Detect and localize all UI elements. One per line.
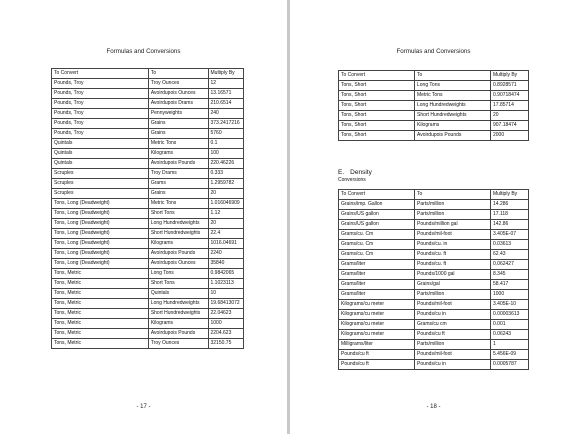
table-row <box>52 339 244 349</box>
column-header: To <box>148 69 208 79</box>
table-cell: Kilograms <box>148 319 208 329</box>
page-title: Formulas and Conversions <box>396 48 471 55</box>
table-cell: Pennyweights <box>148 109 208 119</box>
table-cell: Long Tons <box>415 81 491 91</box>
table-cell: Short Tons <box>148 209 208 219</box>
table-cell: 0.001 <box>491 320 529 330</box>
table-cell: Tons, Metric <box>52 269 149 279</box>
table-cell: Troy Ounces <box>148 79 208 89</box>
table-cell: Grains/US gallon <box>339 210 415 220</box>
table-cell: Pounds/cu. ft <box>415 260 491 270</box>
table-cell: Quintals <box>52 159 149 169</box>
table-cell: 8.345 <box>491 270 529 280</box>
table-row <box>52 289 244 299</box>
table-row <box>339 320 529 330</box>
table-cell: 1.12 <box>208 209 244 219</box>
table-cell: 0.1 <box>208 139 244 149</box>
table-cell: Kilograms/cu meter <box>339 300 415 310</box>
table-cell: 19.68413072 <box>208 299 244 309</box>
table-row <box>339 290 529 300</box>
table-cell: 20 <box>491 111 529 121</box>
table-row <box>339 101 529 111</box>
table-row <box>52 119 244 129</box>
table-cell: 12 <box>208 79 244 89</box>
table-row <box>52 219 244 229</box>
column-header: Multiply By <box>491 190 529 200</box>
table-row <box>52 139 244 149</box>
table-cell: Short Tons <box>148 279 208 289</box>
table-cell: 13.16571 <box>208 89 244 99</box>
table-row <box>339 280 529 290</box>
table-cell: 1.2959782 <box>208 179 244 189</box>
table-row <box>52 89 244 99</box>
page-number: - 18 - <box>426 404 441 410</box>
table-cell: 58.417 <box>491 280 529 290</box>
table-cell: Scruples <box>52 169 149 179</box>
table-cell: 5760 <box>208 129 244 139</box>
table-cell: Grains/imp. Gallon <box>339 200 415 210</box>
table-row <box>52 319 244 329</box>
table-cell: Pounds/cu ft <box>339 350 415 360</box>
table-cell: Avoirdupois Pounds <box>148 249 208 259</box>
table-cell: Grams/liter <box>339 270 415 280</box>
table-row <box>52 79 244 89</box>
table-cell: Tons, Metric <box>52 329 149 339</box>
table-row <box>52 99 244 109</box>
table-cell: Quintals <box>148 289 208 299</box>
table-cell: Pounds/cu ft <box>415 330 491 340</box>
page-title: Formulas and Conversions <box>106 48 181 55</box>
table-cell: Short Hundredweights <box>148 309 208 319</box>
table-cell: Troy Ounces <box>148 339 208 349</box>
column-header: To <box>415 71 491 81</box>
table-cell: Avoirdupois Pounds <box>148 159 208 169</box>
table-cell: Scruples <box>52 179 149 189</box>
table-row <box>52 229 244 239</box>
table-row <box>52 209 244 219</box>
table-cell: 0.90718474 <box>491 91 529 101</box>
table-row <box>52 199 244 209</box>
table-cell: 17.118 <box>491 210 529 220</box>
table-cell: 1000 <box>208 319 244 329</box>
table-cell: Grams/liter <box>339 280 415 290</box>
table-cell: Tons, Long (Deadweight) <box>52 229 149 239</box>
column-header: Multiply By <box>491 71 529 81</box>
table-cell: 0.062427 <box>491 260 529 270</box>
table-cell: Kilograms/cu meter <box>339 330 415 340</box>
table-cell: Pounds/cu. in <box>415 240 491 250</box>
table-cell: Grams/cu. Cm <box>339 240 415 250</box>
section-subtitle: Conversions <box>338 177 366 183</box>
table-cell: 62.43 <box>491 250 529 260</box>
table-cell: Tons, Metric <box>52 339 149 349</box>
table-row <box>339 131 529 141</box>
table-cell: Long Hundredweights <box>415 101 491 111</box>
table-cell: Grams/cu cm <box>415 320 491 330</box>
table-cell: 22.04623 <box>208 309 244 319</box>
table-cell: Parts/million <box>415 290 491 300</box>
table-header-row <box>339 190 529 200</box>
table-cell: 100 <box>208 149 244 159</box>
right-page <box>290 0 577 434</box>
table-cell: 3.405E-07 <box>491 230 529 240</box>
column-header: To <box>415 190 491 200</box>
table-row <box>52 269 244 279</box>
table-cell: 0.8928571 <box>491 81 529 91</box>
table-row <box>339 220 529 230</box>
table-cell: 10 <box>208 289 244 299</box>
table-cell: Pounds/mil-foot <box>415 350 491 360</box>
table-cell: Quintals <box>52 139 149 149</box>
table-cell: Short Hundredweights <box>415 111 491 121</box>
table-row <box>52 239 244 249</box>
table-cell: Tons, Short <box>339 91 415 101</box>
table-header-row <box>339 71 529 81</box>
table-cell: 22.4 <box>208 229 244 239</box>
table-cell: Tons, Metric <box>52 299 149 309</box>
table-cell: 1 <box>491 340 529 350</box>
column-header: Multiply By <box>208 69 244 79</box>
table-cell: Grams/cu. Cm <box>339 230 415 240</box>
table-row <box>339 200 529 210</box>
table-cell: 0.03613 <box>491 240 529 250</box>
table-row <box>339 270 529 280</box>
table-row <box>52 309 244 319</box>
table-cell: Grams <box>148 179 208 189</box>
table-row <box>339 340 529 350</box>
table-row <box>339 91 529 101</box>
table-cell: Milligrams/liter <box>339 340 415 350</box>
table-cell: Avoirdupois Drams <box>148 99 208 109</box>
conversion-table <box>51 68 244 349</box>
table-row <box>52 109 244 119</box>
section-title: Density <box>350 169 372 176</box>
table-cell: Tons, Short <box>339 101 415 111</box>
table-cell: Pounds/mil-foot <box>415 300 491 310</box>
table-cell: 1.1023113 <box>208 279 244 289</box>
table-cell: Tons, Metric <box>52 309 149 319</box>
table-cell: Pounds, Troy <box>52 79 149 89</box>
table-row <box>52 279 244 289</box>
table-cell: Metric Tons <box>148 199 208 209</box>
table-row <box>339 360 529 370</box>
table-row <box>52 299 244 309</box>
table-cell: Avoirdupois Ounces <box>148 259 208 269</box>
table-cell: Tons, Short <box>339 121 415 131</box>
table-row <box>52 149 244 159</box>
table-cell: Pounds, Troy <box>52 129 149 139</box>
table-cell: Grains/US gallon <box>339 220 415 230</box>
table-cell: Parts/million <box>415 200 491 210</box>
table-row <box>339 330 529 340</box>
table-cell: 210.6514 <box>208 99 244 109</box>
column-header: To Convert <box>339 190 415 200</box>
table-row <box>339 111 529 121</box>
table-cell: 0.06243 <box>491 330 529 340</box>
column-header: To Convert <box>339 71 415 81</box>
table-cell: Long Hundredweights <box>148 219 208 229</box>
table-row <box>52 329 244 339</box>
table-cell: Pounds, Troy <box>52 89 149 99</box>
table-cell: Avoirdupois Ounces <box>148 89 208 99</box>
table-cell: 5.456E-09 <box>491 350 529 360</box>
table-row <box>52 159 244 169</box>
table-cell: Kilograms/cu meter <box>339 310 415 320</box>
table-cell: Tons, Metric <box>52 319 149 329</box>
table-row <box>52 249 244 259</box>
table-cell: Avoirdupois Pounds <box>415 131 491 141</box>
table-row <box>52 259 244 269</box>
table-cell: Kilograms <box>415 121 491 131</box>
table-cell: Grains <box>148 129 208 139</box>
table-row <box>52 129 244 139</box>
table-cell: 32150.75 <box>208 339 244 349</box>
table-cell: 142.86 <box>491 220 529 230</box>
table-cell: Kilograms <box>148 239 208 249</box>
table-header-row <box>52 69 244 79</box>
table-cell: Grains/gal <box>415 280 491 290</box>
table-cell: Quintals <box>52 149 149 159</box>
table-cell: Pounds/cu ft <box>339 360 415 370</box>
table-cell: 35840 <box>208 259 244 269</box>
table-cell: 1000 <box>491 290 529 300</box>
table-cell: 240 <box>208 109 244 119</box>
table-cell: Pounds/cu in <box>415 310 491 320</box>
table-cell: Grains <box>148 189 208 199</box>
table-cell: Pounds/cu. ft <box>415 250 491 260</box>
table-cell: 373.2417216 <box>208 119 244 129</box>
table-row <box>339 210 529 220</box>
conversion-table <box>338 70 529 141</box>
table-cell: Tons, Long (Deadweight) <box>52 249 149 259</box>
table-row <box>52 189 244 199</box>
table-cell: 1.016046909 <box>208 199 244 209</box>
table-cell: Tons, Long (Deadweight) <box>52 199 149 209</box>
table-cell: 20 <box>208 189 244 199</box>
table-cell: 3.405E-10 <box>491 300 529 310</box>
table-cell: Grains <box>148 119 208 129</box>
table-cell: Tons, Long (Deadweight) <box>52 259 149 269</box>
table-cell: Metric Tons <box>415 91 491 101</box>
table-row <box>339 230 529 240</box>
table-row <box>339 350 529 360</box>
table-row <box>339 300 529 310</box>
table-cell: Tons, Long (Deadweight) <box>52 209 149 219</box>
table-cell: Pounds/1000 gal <box>415 270 491 280</box>
table-cell: Pounds/million gal <box>415 220 491 230</box>
table-cell: Kilograms/cu meter <box>339 320 415 330</box>
table-cell: Scruples <box>52 189 149 199</box>
table-row <box>52 169 244 179</box>
table-cell: Tons, Long (Deadweight) <box>52 219 149 229</box>
table-cell: 220.46226 <box>208 159 244 169</box>
table-cell: Tons, Long (Deadweight) <box>52 239 149 249</box>
table-cell: Tons, Short <box>339 81 415 91</box>
page-number: - 17 - <box>136 404 151 410</box>
table-cell: 1016.04691 <box>208 239 244 249</box>
table-cell: 0.9842065 <box>208 269 244 279</box>
table-cell: Tons, Short <box>339 131 415 141</box>
table-cell: Parts/million <box>415 340 491 350</box>
table-row <box>339 250 529 260</box>
table-cell: 17.85714 <box>491 101 529 111</box>
table-cell: Tons, Short <box>339 111 415 121</box>
table-row <box>339 81 529 91</box>
table-row <box>339 121 529 131</box>
table-cell: Tons, Metric <box>52 279 149 289</box>
table-cell: 20 <box>208 219 244 229</box>
table-cell: Kilograms <box>148 149 208 159</box>
table-cell: Pounds/cu in <box>415 360 491 370</box>
table-cell: Metric Tons <box>148 139 208 149</box>
table-cell: Pounds, Troy <box>52 119 149 129</box>
section-heading <box>338 169 372 176</box>
table-cell: Troy Drams <box>148 169 208 179</box>
table-row <box>339 310 529 320</box>
left-page <box>0 0 287 434</box>
table-cell: 14.286 <box>491 200 529 210</box>
table-cell: Pounds, Troy <box>52 99 149 109</box>
table-cell: 2000 <box>491 131 529 141</box>
table-cell: Tons, Metric <box>52 289 149 299</box>
table-row <box>52 179 244 189</box>
table-cell: Short Hundredweights <box>148 229 208 239</box>
section-number: E. <box>338 169 345 176</box>
table-cell: Pounds, Troy <box>52 109 149 119</box>
table-cell: Grams/liter <box>339 290 415 300</box>
table-cell: 2240 <box>208 249 244 259</box>
table-cell: 907.18474 <box>491 121 529 131</box>
table-row <box>339 240 529 250</box>
table-cell: 0.00003613 <box>491 310 529 320</box>
table-cell: Long Tons <box>148 269 208 279</box>
table-cell: Parts/million <box>415 210 491 220</box>
table-cell: Long Hundredweights <box>148 299 208 309</box>
table-cell: Grams/cu. Cm <box>339 250 415 260</box>
table-cell: 0.0005787 <box>491 360 529 370</box>
table-row <box>339 260 529 270</box>
column-header: To Convert <box>52 69 149 79</box>
density-table <box>338 189 529 370</box>
table-cell: Pounds/mil-foot <box>415 230 491 240</box>
table-cell: Grams/liter <box>339 260 415 270</box>
table-cell: 2204.623 <box>208 329 244 339</box>
table-cell: 0.333 <box>208 169 244 179</box>
table-cell: Avoirdupois Pounds <box>148 329 208 339</box>
